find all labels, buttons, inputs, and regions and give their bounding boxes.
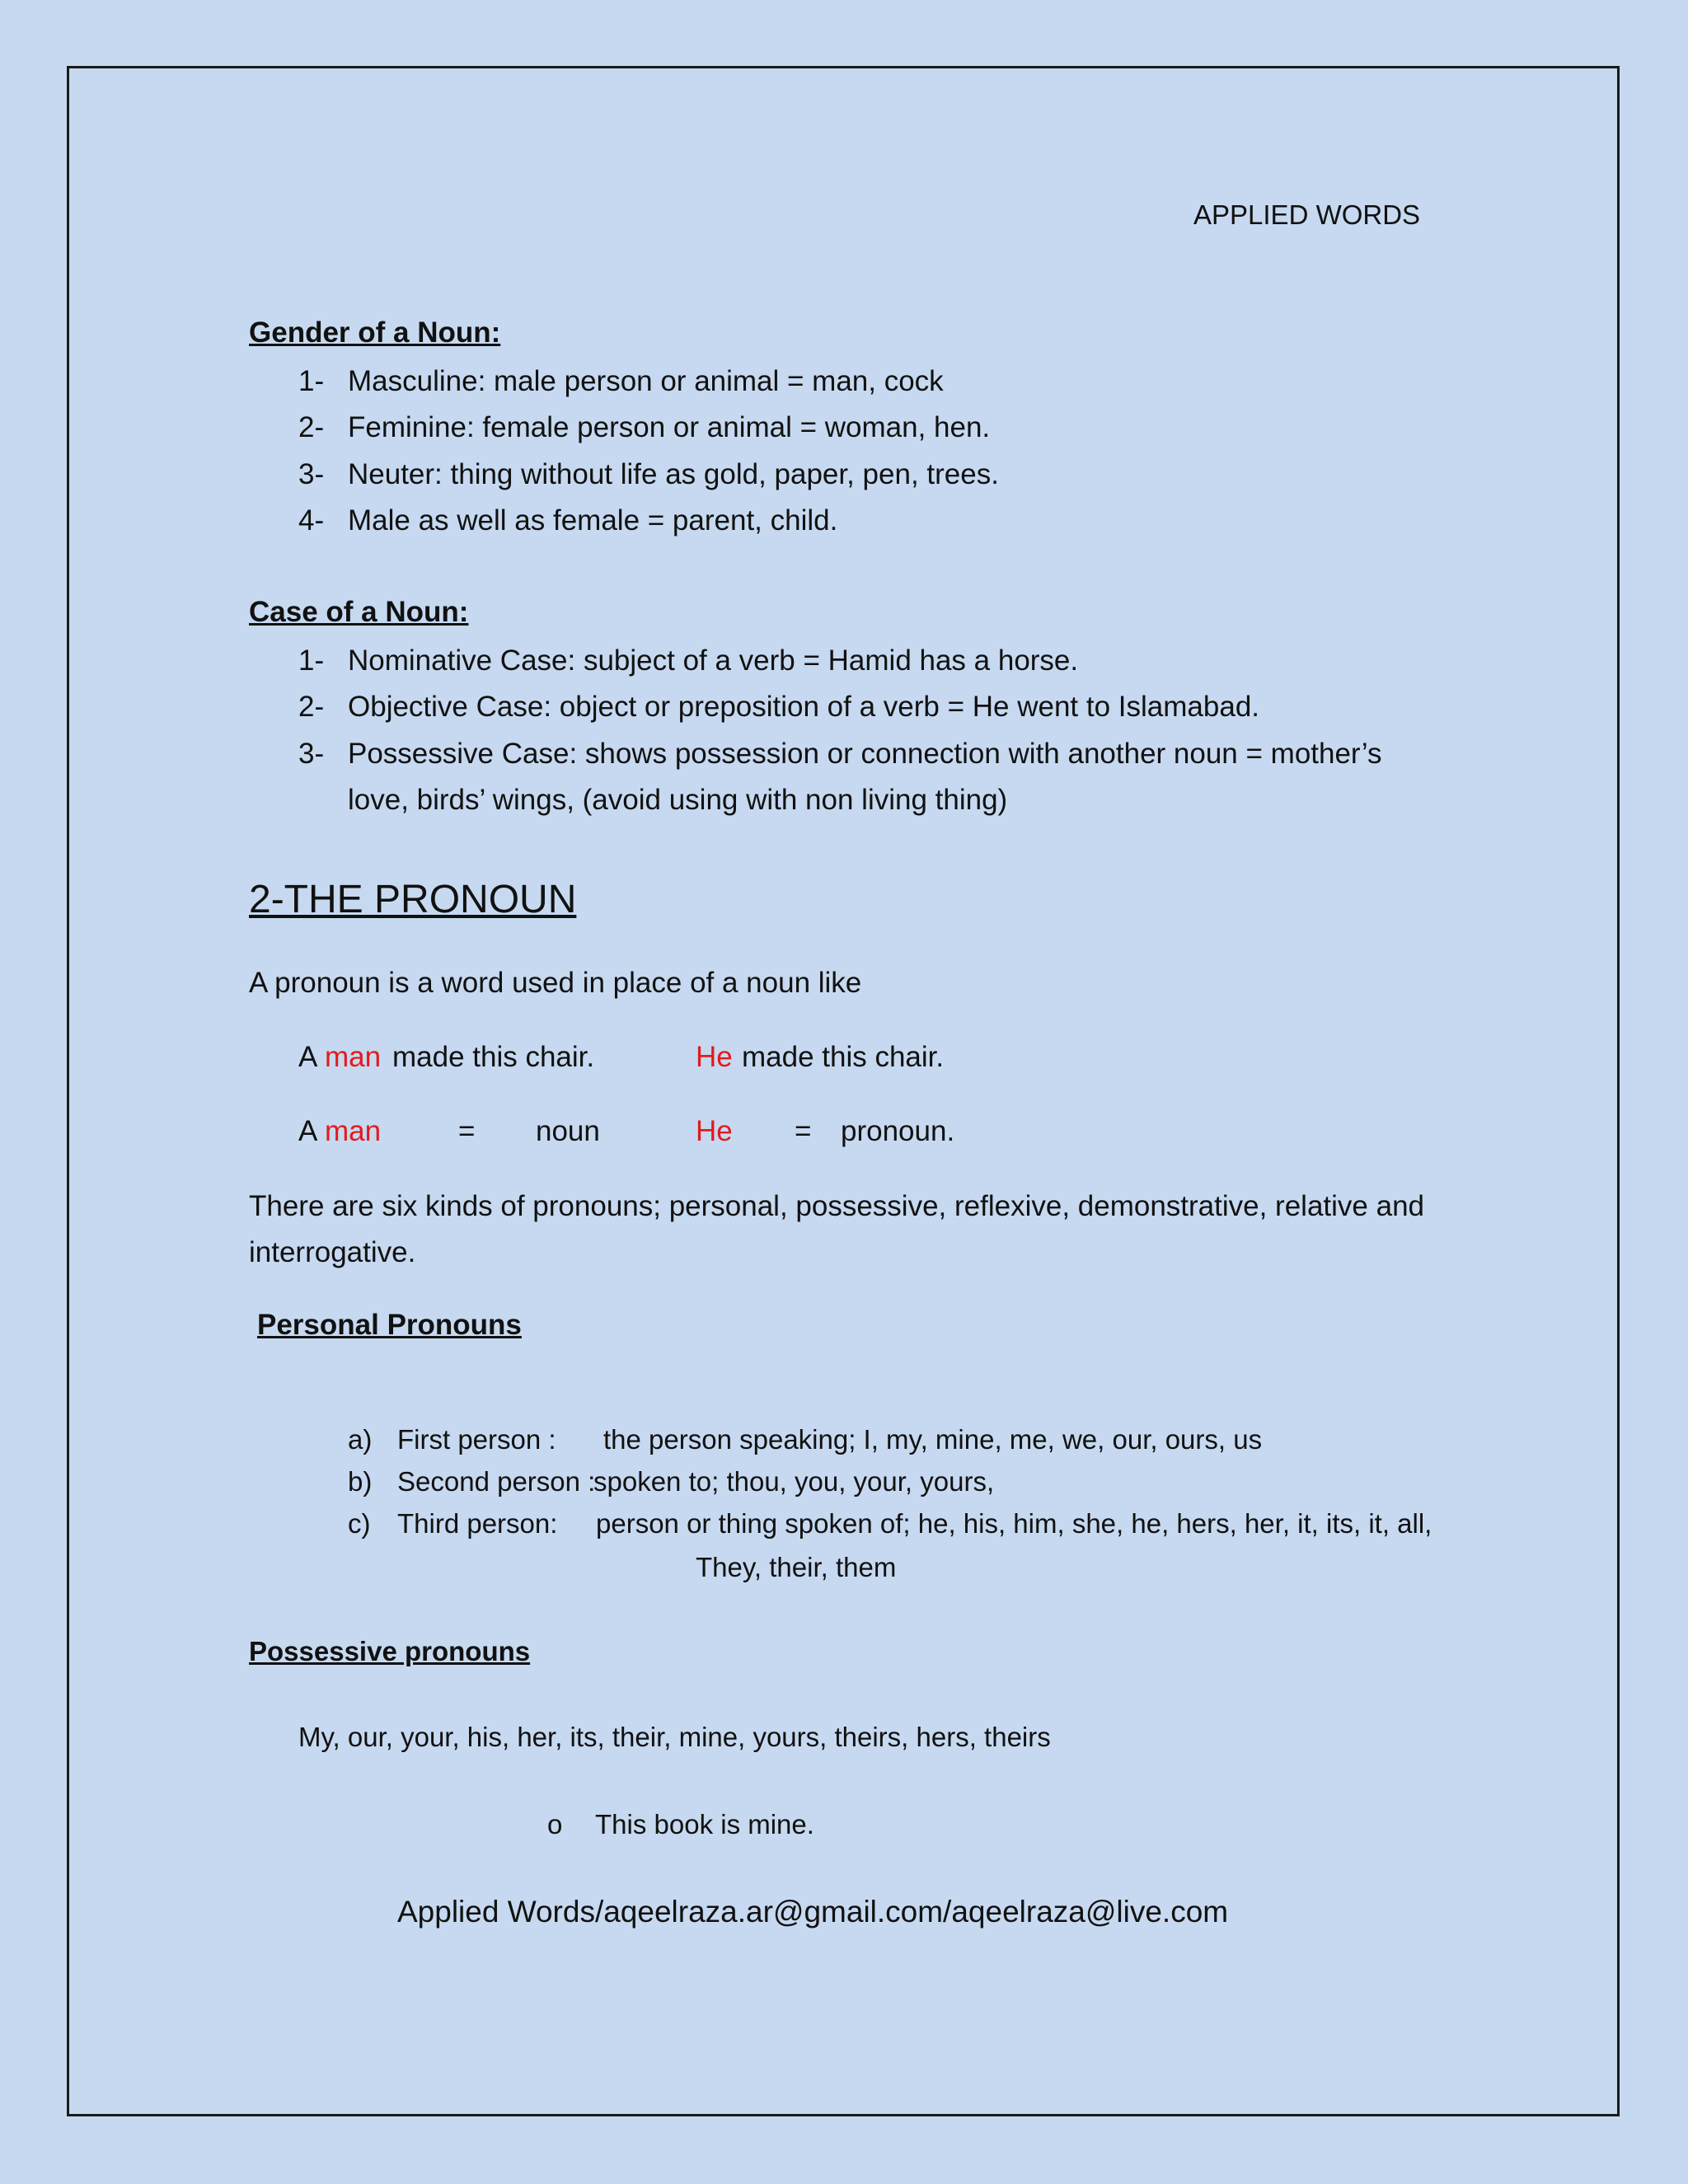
bullet-icon: o — [547, 1809, 563, 1840]
possessive-example: This book is mine. — [595, 1809, 814, 1840]
gender-item-num: 4- — [298, 504, 325, 537]
example2-equals: = — [795, 1115, 812, 1147]
case-item-num: 3- — [298, 738, 325, 770]
example1-pronoun-word: He — [696, 1041, 733, 1073]
personal-item-text: the person speaking; I, my, mine, me, we, our, ours, us — [603, 1424, 1263, 1455]
pronoun-kinds-line: There are six kinds of pronouns; personal, possessive, reflexive, demonstrative, relative and — [249, 1190, 1424, 1222]
gender-item-text: Feminine: female person or animal = woman, hen. — [348, 411, 991, 443]
case-item-text-continued: love, birds’ wings, (avoid using with non living thing) — [348, 784, 1008, 816]
personal-item-label: Second person : — [397, 1466, 596, 1497]
personal-item-text: spoken to; thou, you, your, yours, — [593, 1466, 995, 1497]
gender-item-num: 3- — [298, 458, 325, 490]
pronoun-intro: A pronoun is a word used in place of a noun like — [249, 967, 862, 999]
page-header-title: APPLIED WORDS — [1193, 199, 1421, 230]
personal-item-letter: c) — [348, 1508, 371, 1539]
case-item-num: 1- — [298, 644, 325, 677]
gender-item-num: 2- — [298, 411, 325, 443]
personal-item-label: First person : — [397, 1424, 556, 1455]
gender-item-text: Masculine: male person or animal = man, cock — [348, 365, 944, 397]
case-heading: Case of a Noun: — [249, 596, 469, 628]
gender-item-text: Neuter: thing without life as gold, paper, pen, trees. — [348, 458, 999, 490]
personal-item-text: person or thing spoken of; he, his, him, she, he, hers, her, it, its, it, all, — [596, 1508, 1432, 1539]
possessive-pronouns-heading: Possessive pronouns — [249, 1636, 531, 1666]
case-item-text: Nominative Case: subject of a verb = Hamid has a horse. — [348, 644, 1079, 677]
example1-noun-word: man — [325, 1041, 382, 1073]
possessive-pronouns-list: My, our, your, his, her, its, their, mine, yours, theirs, hers, theirs — [298, 1722, 1051, 1752]
personal-item-label: Third person: — [397, 1508, 558, 1539]
example1-sentence-rest: made this chair. — [392, 1041, 595, 1073]
example1-article: A — [298, 1041, 318, 1073]
personal-pronouns-heading: Personal Pronouns — [257, 1309, 522, 1341]
personal-item-letter: b) — [348, 1466, 373, 1497]
example2-article: A — [298, 1115, 318, 1147]
footer-contact: Applied Words/aqeelraza.ar@gmail.com/aqeelraza@live.com — [397, 1895, 1229, 1929]
gender-heading: Gender of a Noun: — [249, 316, 501, 349]
pronoun-kinds-line: interrogative. — [249, 1236, 416, 1268]
personal-item-letter: a) — [348, 1424, 373, 1455]
personal-item-text-continued: They, their, them — [696, 1552, 897, 1582]
example2-pronoun-word: He — [696, 1115, 733, 1147]
example2-equals: = — [458, 1115, 476, 1147]
pronoun-heading: 2-THE PRONOUN — [249, 878, 577, 921]
example1-sentence-rest: made this chair. — [742, 1041, 945, 1073]
example2-noun-label: noun — [536, 1115, 600, 1147]
gender-item-num: 1- — [298, 365, 325, 397]
example2-pronoun-label: pronoun. — [841, 1115, 955, 1147]
example2-noun-word: man — [325, 1115, 382, 1147]
case-item-num: 2- — [298, 691, 325, 723]
gender-item-text: Male as well as female = parent, child. — [348, 504, 838, 537]
case-item-text: Possessive Case: shows possession or connection with another noun = mother’s — [348, 738, 1382, 770]
case-item-text: Objective Case: object or preposition of a verb = He went to Islamabad. — [348, 691, 1260, 723]
